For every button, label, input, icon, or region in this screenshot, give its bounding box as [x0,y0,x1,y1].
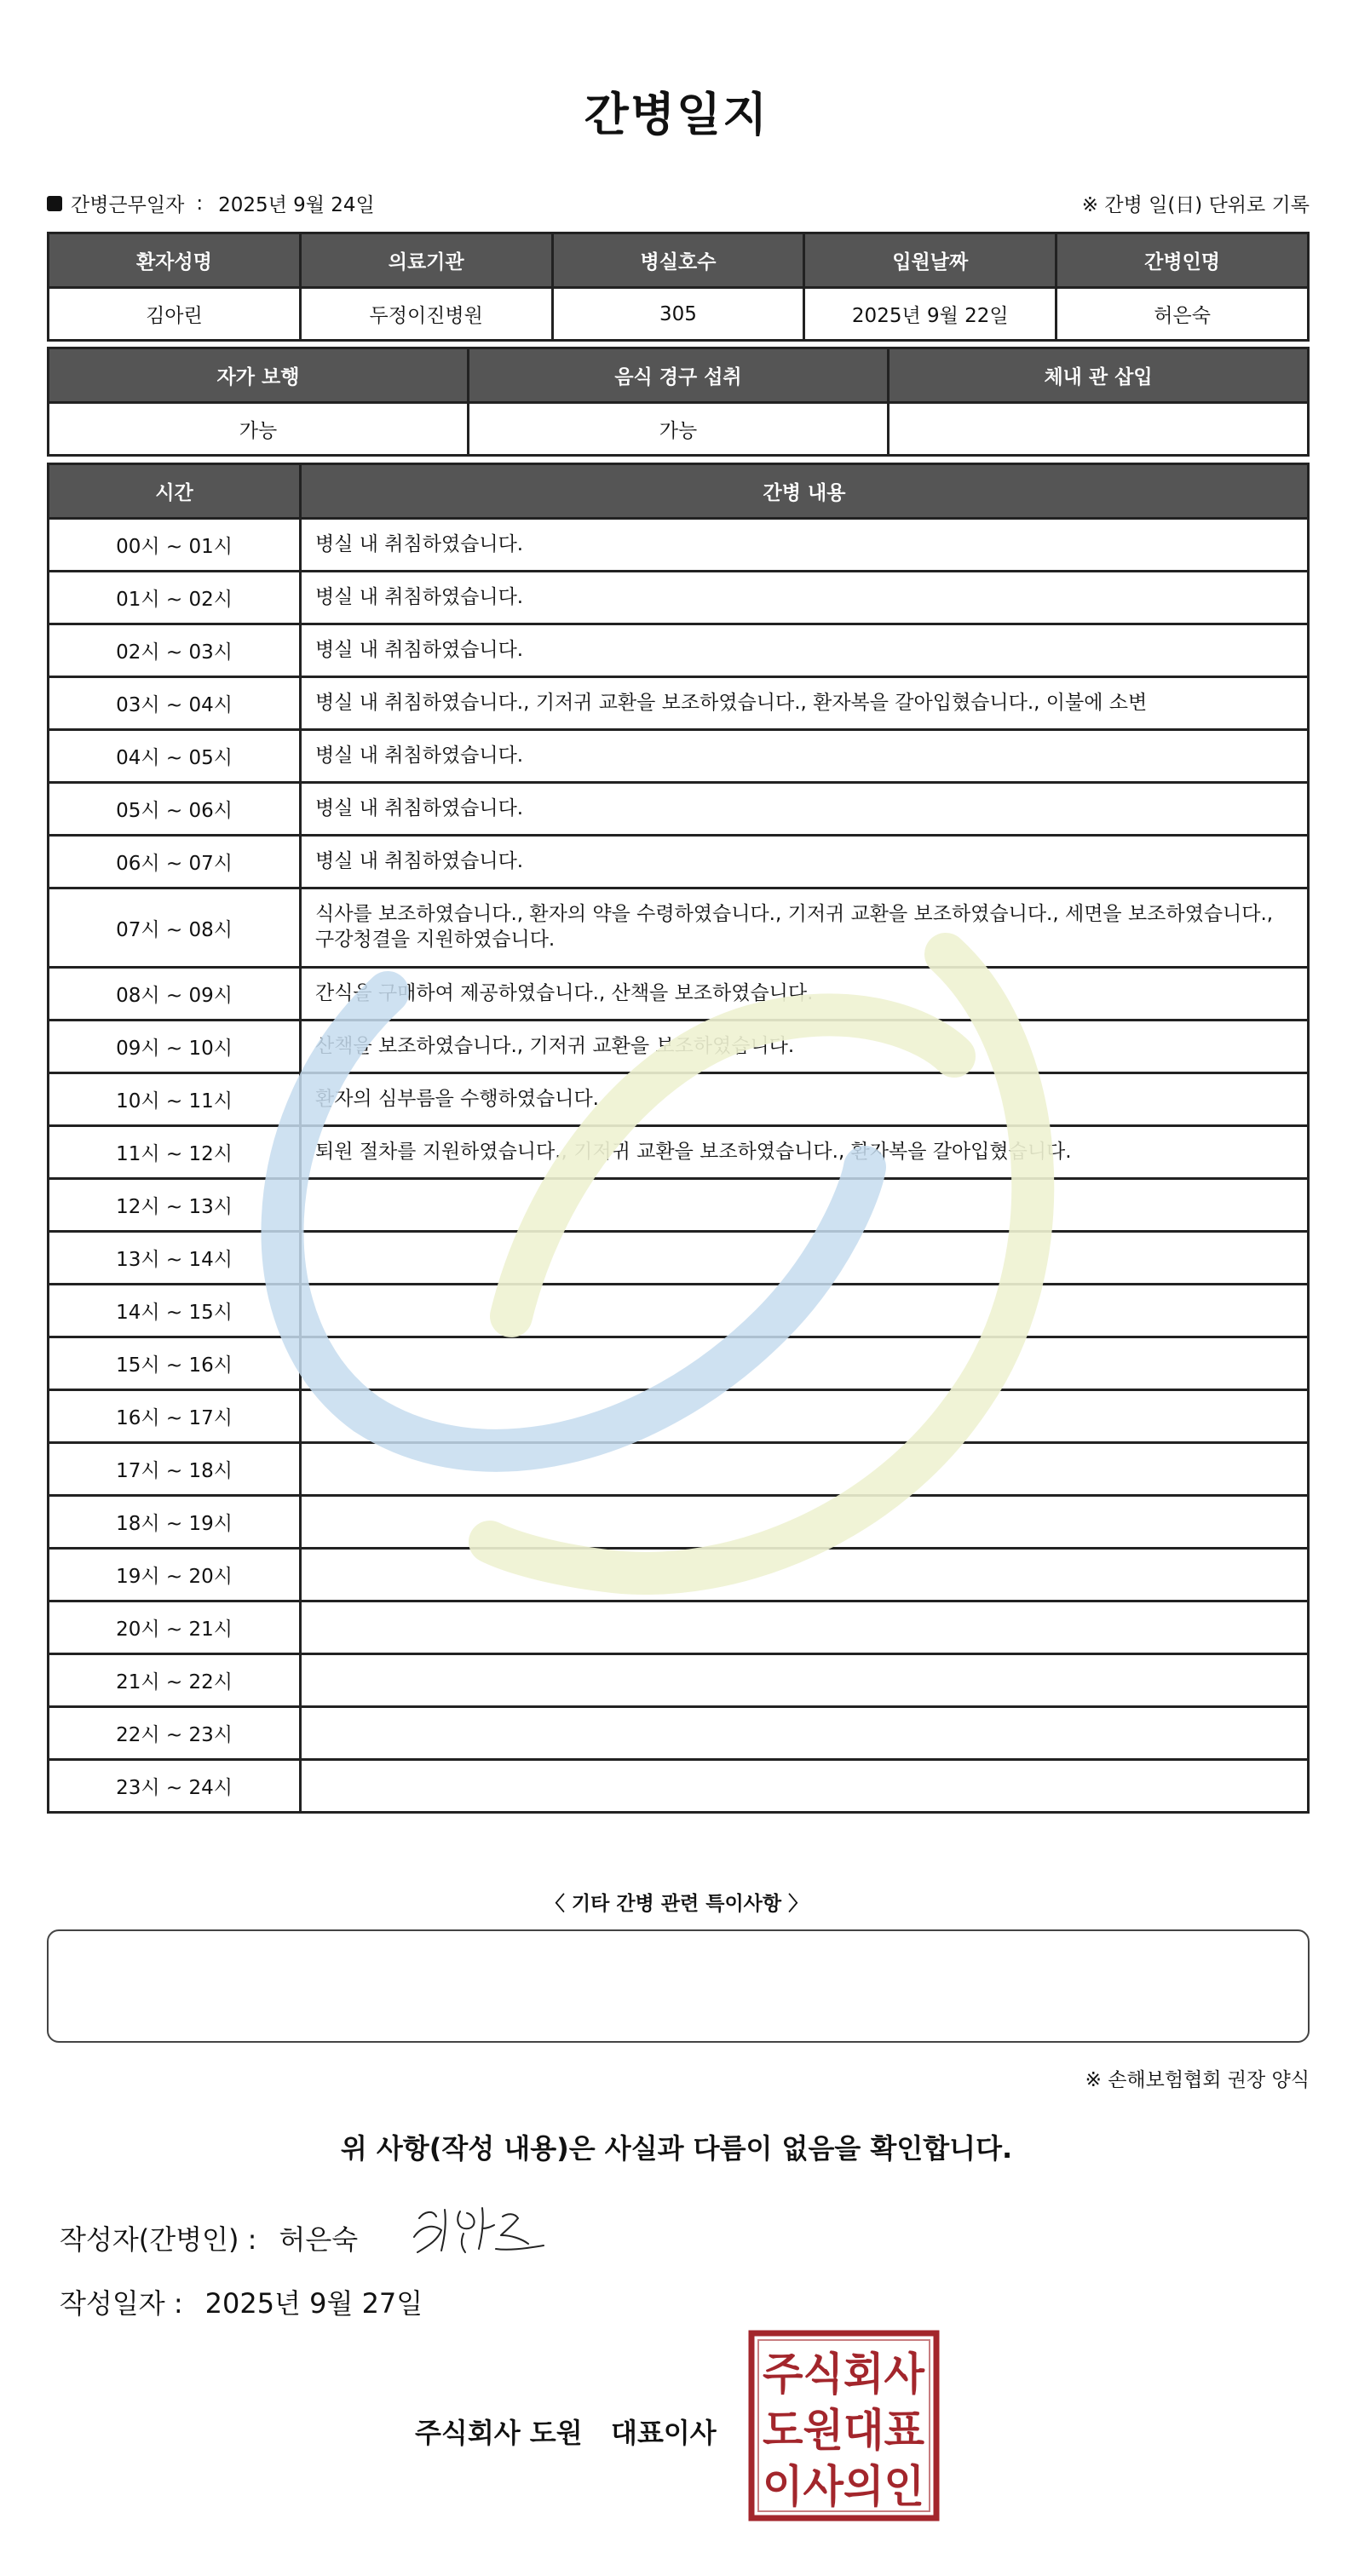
header-oral-intake: 음식 경구 섭취 [469,348,889,403]
care-log-content [301,1760,1309,1813]
care-log-row [49,1073,1309,1126]
care-log-time: 09시 ~ 10시 [49,1021,301,1073]
care-log-content: 환자의 심부름을 수행하였습니다. [301,1073,1309,1126]
care-log-content [301,1179,1309,1232]
header-time: 시간 [49,464,301,519]
care-log-content: 간식을 구매하여 제공하였습니다., 산책을 보조하였습니다. [301,968,1309,1021]
care-log-row [49,519,1309,572]
care-log-row [49,1390,1309,1443]
care-log-row [49,572,1309,624]
written-date-label: 작성일자 : [60,2287,183,2320]
care-log-content [301,1232,1309,1285]
care-log-content [301,1549,1309,1601]
care-log-row [49,1443,1309,1496]
written-date-value: 2025년 9월 27일 [204,2287,423,2320]
header-caregiver-name: 간병인명 [1056,233,1309,288]
work-date-value: 2025년 9월 24일 [218,194,375,216]
header-hospital: 의료기관 [300,233,552,288]
header-tube-insertion: 체내 관 삽입 [889,348,1309,403]
company-seal-stamp [748,2330,940,2521]
handwritten-signature [407,2193,561,2261]
care-log-time: 15시 ~ 16시 [49,1337,301,1390]
care-log-content [301,1496,1309,1549]
patient-info-value-row [49,288,1309,341]
admission-date-value: 2025년 9월 22일 [804,288,1056,341]
document-title: 간병일지 [584,88,769,141]
care-log-time: 21시 ~ 22시 [49,1654,301,1707]
care-log-content: 산책을 보조하였습니다., 기저귀 교환을 보조하였습니다. [301,1021,1309,1073]
seal-line-2: 도원대표 [763,2406,924,2457]
care-log-row [49,836,1309,888]
company-signature-line [415,2412,717,2451]
work-date-colon: : [196,192,204,215]
tube-insertion-value [889,403,1309,456]
header-walking: 자가 보행 [49,348,469,403]
oral-intake-value: 가능 [469,403,889,456]
care-log-row [49,1285,1309,1337]
bullet-square-icon [47,196,62,211]
care-log-content: 병실 내 취침하였습니다. [301,836,1309,888]
recommend-note: ※ 손해보험협회 권장 양식 [1085,2069,1310,2091]
care-log-time: 12시 ~ 13시 [49,1179,301,1232]
care-log-time: 14시 ~ 15시 [49,1285,301,1337]
work-date-row [47,189,1310,218]
hospital-value: 두정이진병원 [300,288,552,341]
care-log-row [49,730,1309,783]
care-log-time: 13시 ~ 14시 [49,1232,301,1285]
care-log-row [49,1601,1309,1654]
care-log-time: 22시 ~ 23시 [49,1707,301,1760]
unit-note: ※ 간병 일(日) 단위로 기록 [1081,194,1310,216]
care-log-content: 병실 내 취침하였습니다. [301,730,1309,783]
care-log-time: 06시 ~ 07시 [49,836,301,888]
writer-row [60,2218,358,2257]
care-log-content [301,1390,1309,1443]
writer-label: 작성자(간병인) : [60,2223,257,2256]
care-log-content: 병실 내 취침하였습니다., 기저귀 교환을 보조하였습니다., 환자복을 갈아입혔습니다., 이불에 소변 [301,677,1309,730]
care-log-row [49,1232,1309,1285]
care-log-time: 16시 ~ 17시 [49,1390,301,1443]
patient-info-header-row [49,233,1309,288]
care-log-time: 23시 ~ 24시 [49,1760,301,1813]
header-patient-name: 환자성명 [49,233,301,288]
remarks-box [47,1929,1310,2043]
care-log-time: 01시 ~ 02시 [49,572,301,624]
work-date-label: 간병근무일자 [71,194,185,216]
caregiver-name-value: 허은숙 [1056,288,1309,341]
remarks-title: 〈 기타 간병 관련 특이사항 〉 [544,1893,809,1915]
care-log-row [49,968,1309,1021]
care-log-content [301,1654,1309,1707]
care-log-row [49,783,1309,836]
care-log-content [301,1443,1309,1496]
work-date-group [47,189,375,217]
walking-value: 가능 [49,403,469,456]
header-room-number: 병실호수 [552,233,804,288]
care-log-time: 10시 ~ 11시 [49,1073,301,1126]
company-name: 주식회사 도원 대표이사 [415,2417,717,2449]
care-log-time: 17시 ~ 18시 [49,1443,301,1496]
care-log-time: 20시 ~ 21시 [49,1601,301,1654]
care-log-row [49,1021,1309,1073]
written-date-row [60,2282,423,2321]
header-admission-date: 입원날짜 [804,233,1056,288]
care-log-row [49,677,1309,730]
care-log-time: 03시 ~ 04시 [49,677,301,730]
care-log-content: 병실 내 취침하였습니다. [301,572,1309,624]
care-log-content: 퇴원 절차를 지원하였습니다., 기저귀 교환을 보조하였습니다., 환자복을 갈아입혔습니다. [301,1126,1309,1179]
confirm-statement: 위 사항(작성 내용)은 사실과 다름이 없음을 확인합니다. [340,2132,1013,2165]
seal-line-1: 주식회사 [763,2349,925,2401]
care-log-time: 05시 ~ 06시 [49,783,301,836]
care-log-row [49,888,1309,968]
care-log-time: 02시 ~ 03시 [49,624,301,677]
patient-status-table [47,347,1310,457]
care-log-time: 08시 ~ 09시 [49,968,301,1021]
care-log-content [301,1337,1309,1390]
care-log-time: 19시 ~ 20시 [49,1549,301,1601]
care-log-body [49,519,1309,1813]
care-log-content [301,1707,1309,1760]
care-log-content [301,1285,1309,1337]
care-log-time: 04시 ~ 05시 [49,730,301,783]
care-log-time: 07시 ~ 08시 [49,888,301,968]
care-log-row [49,1654,1309,1707]
patient-info-table [47,232,1310,342]
care-log-row [49,1707,1309,1760]
care-log-row [49,1760,1309,1813]
care-log-time: 11시 ~ 12시 [49,1126,301,1179]
care-log-table [47,463,1310,1814]
care-log-row [49,1126,1309,1179]
care-log-header-row [49,464,1309,519]
room-number-value: 305 [552,288,804,341]
care-log-time: 18시 ~ 19시 [49,1496,301,1549]
care-log-row [49,1179,1309,1232]
patient-status-value-row [49,403,1309,456]
care-log-row [49,1549,1309,1601]
header-care-content: 간병 내용 [301,464,1309,519]
care-log-content: 병실 내 취침하였습니다. [301,624,1309,677]
care-log-content: 병실 내 취침하였습니다. [301,519,1309,572]
writer-name: 허은숙 [279,2223,359,2256]
seal-line-3: 이사의인 [763,2462,924,2513]
care-log-time: 00시 ~ 01시 [49,519,301,572]
care-log-content: 병실 내 취침하였습니다. [301,783,1309,836]
patient-status-header-row [49,348,1309,403]
care-log-row [49,624,1309,677]
care-log-row [49,1337,1309,1390]
care-log-row [49,1496,1309,1549]
patient-name-value: 김아린 [49,288,301,341]
care-log-content: 식사를 보조하였습니다., 환자의 약을 수령하였습니다., 기저귀 교환을 보조하였습니다., 세면을 보조하였습니다., 구강청결을 지원하였습니다. [301,888,1309,968]
care-log-content [301,1601,1309,1654]
